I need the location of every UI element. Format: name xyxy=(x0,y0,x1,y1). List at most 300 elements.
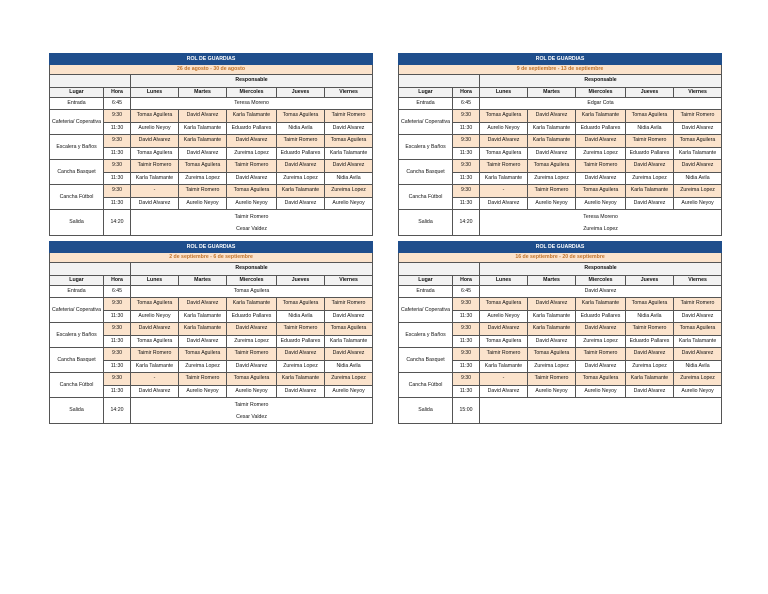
time-cell: 11:30 xyxy=(453,385,480,398)
shift-cell: David Alvarez xyxy=(626,385,674,398)
shift-cell: Aurelio Neyoy xyxy=(576,385,626,398)
header-lunes: Lunes xyxy=(480,87,528,97)
place-escalera: Escalera y Baños xyxy=(399,323,453,348)
shift-cell: Zureima Lopez xyxy=(528,172,576,185)
header-jueves: Jueves xyxy=(277,87,325,97)
shift-cell: Nidia Avila xyxy=(674,172,722,185)
time-cell: 9:30 xyxy=(104,160,131,173)
time-cell: 15:00 xyxy=(453,398,480,424)
shift-cell: David Alvarez xyxy=(131,323,179,336)
blank-cell xyxy=(50,263,131,276)
header-martes: Martes xyxy=(528,87,576,97)
shift-cell: Aurelio Neyoy xyxy=(674,197,722,210)
time-cell: 9:30 xyxy=(453,135,480,148)
shift-cell: Taimir Romero xyxy=(277,323,325,336)
salida-responsable xyxy=(131,398,373,424)
shift-cell: David Alvarez xyxy=(626,348,674,361)
responsable-header: Responsable xyxy=(131,75,373,88)
entrada-responsable: Teresa Moreno xyxy=(131,97,373,110)
shift-cell: David Alvarez xyxy=(325,348,373,361)
shift-cell: David Alvarez xyxy=(576,172,626,185)
shift-cell: Tomas Aguilera xyxy=(227,185,277,198)
shift-cell: Karla Talamante xyxy=(179,135,227,148)
shift-cell: David Alvarez xyxy=(227,172,277,185)
header-hora: Hora xyxy=(453,275,480,285)
shift-cell: Aurelio Neyoy xyxy=(325,197,373,210)
shift-cell: Zureima Lopez xyxy=(277,172,325,185)
shift-cell: David Alvarez xyxy=(674,310,722,323)
shift-cell: Zureima Lopez xyxy=(227,335,277,348)
time-cell: 9:30 xyxy=(104,373,131,386)
schedule-row xyxy=(399,348,722,361)
schedule-row xyxy=(50,160,373,173)
shift-cell: Tomas Aguilera xyxy=(674,323,722,336)
shift-cell: David Alvarez xyxy=(227,323,277,336)
schedule-row xyxy=(50,298,373,311)
shift-cell: Zureima Lopez xyxy=(325,373,373,386)
time-cell: 9:30 xyxy=(104,185,131,198)
header-lugar: Lugar xyxy=(399,87,453,97)
schedule-row xyxy=(399,135,722,148)
shift-cell: David Alvarez xyxy=(277,348,325,361)
shift-cell: Zureima Lopez xyxy=(179,360,227,373)
shift-cell: Karla Talamante xyxy=(528,135,576,148)
shift-cell: Eduardo Pallares xyxy=(277,147,325,160)
shift-cell: Tomas Aguilera xyxy=(674,135,722,148)
time-cell: 9:30 xyxy=(453,373,480,386)
place-escalera: Escalera y Baños xyxy=(399,135,453,160)
shift-cell: Tomas Aguilera xyxy=(179,348,227,361)
shift-cell: David Alvarez xyxy=(480,323,528,336)
salida-name-2 xyxy=(480,411,721,423)
time-cell: 11:30 xyxy=(104,385,131,398)
shift-cell: Taimir Romero xyxy=(325,298,373,311)
time-cell: 11:30 xyxy=(453,197,480,210)
shift-cell: Taimir Romero xyxy=(576,348,626,361)
shift-cell: David Alvarez xyxy=(674,160,722,173)
shift-cell: David Alvarez xyxy=(528,110,576,123)
time-cell: 11:30 xyxy=(104,197,131,210)
shift-cell: David Alvarez xyxy=(528,298,576,311)
header-lugar: Lugar xyxy=(50,87,104,97)
shift-cell: - xyxy=(131,185,179,198)
shift-cell: David Alvarez xyxy=(576,135,626,148)
time-cell: 11:30 xyxy=(453,147,480,160)
place-entrada: Entrada xyxy=(399,285,453,298)
shift-cell: David Alvarez xyxy=(325,122,373,135)
time-cell: 11:30 xyxy=(104,122,131,135)
shift-cell: Taimir Romero xyxy=(626,323,674,336)
shift-cell: Karla Talamante xyxy=(325,335,373,348)
time-cell: 6:45 xyxy=(104,97,131,110)
time-cell: 11:30 xyxy=(453,172,480,185)
shift-cell: Karla Talamante xyxy=(576,110,626,123)
place-entrada: Entrada xyxy=(399,97,453,110)
shift-cell: Karla Talamante xyxy=(227,298,277,311)
shift-cell: David Alvarez xyxy=(480,385,528,398)
shift-cell: Zureima Lopez xyxy=(674,373,722,386)
schedule-row xyxy=(50,185,373,198)
shift-cell: Taimir Romero xyxy=(277,135,325,148)
place-cafeteria: Cafeteria/ Coperativa xyxy=(50,110,104,135)
header-jueves: Jueves xyxy=(277,275,325,285)
header-miercoles: Miercoles xyxy=(576,275,626,285)
time-cell: 6:45 xyxy=(453,97,480,110)
schedule-sheet xyxy=(398,241,721,424)
place-futbol: Cancha Fútbol xyxy=(399,185,453,210)
shift-cell: Taimir Romero xyxy=(674,298,722,311)
shift-cell: Nidia Avila xyxy=(674,360,722,373)
place-salida: Salida xyxy=(399,210,453,236)
shift-cell: Tomas Aguilera xyxy=(528,160,576,173)
schedule-row xyxy=(50,110,373,123)
shift-cell: Zureima Lopez xyxy=(179,172,227,185)
shift-cell: Taimir Romero xyxy=(227,348,277,361)
shift-cell: Zureima Lopez xyxy=(576,147,626,160)
schedule-row xyxy=(399,373,722,386)
place-basquet: Cancha Basquet xyxy=(399,160,453,185)
shift-cell: Aurelio Neyoy xyxy=(131,310,179,323)
shift-cell: Taimir Romero xyxy=(325,110,373,123)
time-cell: 9:30 xyxy=(453,348,480,361)
place-salida: Salida xyxy=(399,398,453,424)
shift-cell: Tomas Aguilera xyxy=(277,298,325,311)
shift-cell: Karla Talamante xyxy=(528,323,576,336)
shift-cell: Taimir Romero xyxy=(179,373,227,386)
shift-cell: Eduardo Pallares xyxy=(576,122,626,135)
place-escalera: Escalera y Baños xyxy=(50,323,104,348)
shift-cell: Karla Talamante xyxy=(179,323,227,336)
shift-cell: David Alvarez xyxy=(179,110,227,123)
schedule-period: 2 de septiembre - 6 de septiembre xyxy=(50,253,373,263)
schedule-row xyxy=(399,160,722,173)
salida-name-2: Cesar Valdez xyxy=(236,225,267,232)
schedule-sheet xyxy=(398,53,721,236)
time-cell: 9:30 xyxy=(453,185,480,198)
shift-cell: Nidia Avila xyxy=(325,172,373,185)
shift-cell: Taimir Romero xyxy=(480,160,528,173)
shift-cell: Taimir Romero xyxy=(131,160,179,173)
shift-cell: Tomas Aguilera xyxy=(227,373,277,386)
shift-cell: Eduardo Pallares xyxy=(626,147,674,160)
schedule-period: 9 de septiembre - 13 de septiembre xyxy=(399,65,722,75)
place-cafeteria: Cafeteria/ Coperativa xyxy=(399,298,453,323)
shift-cell: Tomas Aguilera xyxy=(131,298,179,311)
shift-cell: Zureima Lopez xyxy=(626,172,674,185)
shift-cell: Karla Talamante xyxy=(480,172,528,185)
shift-cell: Karla Talamante xyxy=(179,310,227,323)
shift-cell: David Alvarez xyxy=(480,197,528,210)
guard-schedule-table xyxy=(49,241,373,424)
header-viernes: Viernes xyxy=(674,275,722,285)
shift-cell: Zureima Lopez xyxy=(576,335,626,348)
header-lunes: Lunes xyxy=(131,275,179,285)
header-miercoles: Miercoles xyxy=(227,87,277,97)
shift-cell: Zureima Lopez xyxy=(528,360,576,373)
header-hora: Hora xyxy=(453,87,480,97)
guard-schedule-table xyxy=(398,241,722,424)
shift-cell: Aurelio Neyoy xyxy=(227,197,277,210)
place-entrada: Entrada xyxy=(50,285,104,298)
time-cell: 9:30 xyxy=(104,323,131,336)
time-cell: 9:30 xyxy=(104,110,131,123)
time-cell: 9:30 xyxy=(453,110,480,123)
place-futbol: Cancha Fútbol xyxy=(50,185,104,210)
schedule-sheet xyxy=(49,241,372,424)
place-basquet: Cancha Basquet xyxy=(50,160,104,185)
schedule-period: 16 de septiembre - 20 de septiembre xyxy=(399,253,722,263)
place-salida: Salida xyxy=(50,210,104,236)
entrada-responsable: David Alvarez xyxy=(480,285,722,298)
shift-cell: Aurelio Neyoy xyxy=(227,385,277,398)
salida-responsable xyxy=(480,210,722,236)
shift-cell: Aurelio Neyoy xyxy=(528,197,576,210)
shift-cell: Tomas Aguilera xyxy=(480,110,528,123)
blank-cell xyxy=(399,75,480,88)
place-futbol: Cancha Fútbol xyxy=(50,373,104,398)
header-hora: Hora xyxy=(104,87,131,97)
time-cell: 11:30 xyxy=(104,360,131,373)
shift-cell: Tomas Aguilera xyxy=(626,110,674,123)
shift-cell: David Alvarez xyxy=(277,197,325,210)
schedule-row xyxy=(399,298,722,311)
shift-cell: Nidia Avila xyxy=(277,310,325,323)
header-viernes: Viernes xyxy=(674,87,722,97)
shift-cell: David Alvarez xyxy=(131,135,179,148)
shift-cell: Karla Talamante xyxy=(576,298,626,311)
schedule-row xyxy=(50,348,373,361)
place-cafeteria: Cafeteria/ Coperativa xyxy=(50,298,104,323)
salida-name-1: Teresa Moreno xyxy=(583,213,618,220)
shift-cell: David Alvarez xyxy=(480,135,528,148)
shift-cell: Nidia Avila xyxy=(325,360,373,373)
time-cell: 11:30 xyxy=(104,335,131,348)
time-cell: 14:20 xyxy=(104,398,131,424)
header-viernes: Viernes xyxy=(325,87,373,97)
time-cell: 9:30 xyxy=(453,160,480,173)
responsable-header: Responsable xyxy=(480,263,722,276)
time-cell: 9:30 xyxy=(104,298,131,311)
schedule-title: ROL DE GUARDIAS xyxy=(50,242,373,253)
schedule-row xyxy=(50,323,373,336)
time-cell: 11:30 xyxy=(104,172,131,185)
shift-cell: Tomas Aguilera xyxy=(131,110,179,123)
responsable-header: Responsable xyxy=(131,263,373,276)
schedule-title: ROL DE GUARDIAS xyxy=(399,54,722,65)
shift-cell: David Alvarez xyxy=(227,360,277,373)
header-jueves: Jueves xyxy=(626,275,674,285)
shift-cell: Aurelio Neyoy xyxy=(576,197,626,210)
shift-cell: Taimir Romero xyxy=(227,160,277,173)
shift-cell: David Alvarez xyxy=(674,348,722,361)
entrada-responsable: Edgar Cota xyxy=(480,97,722,110)
shift-cell: Taimir Romero xyxy=(528,373,576,386)
blank-cell xyxy=(399,263,480,276)
time-cell: 11:30 xyxy=(453,122,480,135)
shift-cell: Karla Talamante xyxy=(626,373,674,386)
time-cell: 9:30 xyxy=(104,135,131,148)
shift-cell: Tomas Aguilera xyxy=(480,298,528,311)
shift-cell: David Alvarez xyxy=(576,360,626,373)
header-martes: Martes xyxy=(179,275,227,285)
shift-cell: Karla Talamante xyxy=(179,122,227,135)
shift-cell: David Alvarez xyxy=(528,147,576,160)
header-lugar: Lugar xyxy=(399,275,453,285)
shift-cell: - xyxy=(131,373,179,386)
time-cell: 9:30 xyxy=(104,348,131,361)
shift-cell: - xyxy=(480,373,528,386)
time-cell: 9:30 xyxy=(453,323,480,336)
shift-cell: Zureima Lopez xyxy=(674,185,722,198)
shift-cell: Taimir Romero xyxy=(626,135,674,148)
shift-cell: Karla Talamante xyxy=(626,185,674,198)
blank-cell xyxy=(50,75,131,88)
place-basquet: Cancha Basquet xyxy=(399,348,453,373)
shift-cell: Tomas Aguilera xyxy=(576,373,626,386)
header-miercoles: Miercoles xyxy=(576,87,626,97)
shift-cell: - xyxy=(480,185,528,198)
salida-name-1: Taimir Romero xyxy=(234,401,269,408)
salida-responsable xyxy=(480,398,722,424)
salida-name-2: Zureima Lopez xyxy=(583,225,618,232)
shift-cell: Tomas Aguilera xyxy=(480,335,528,348)
schedule-row xyxy=(399,323,722,336)
entrada-responsable: Tomas Aguilera xyxy=(131,285,373,298)
place-basquet: Cancha Basquet xyxy=(50,348,104,373)
salida-name-1 xyxy=(480,399,721,411)
shift-cell: David Alvarez xyxy=(179,335,227,348)
shift-cell: Aurelio Neyoy xyxy=(179,385,227,398)
shift-cell: Zureima Lopez xyxy=(325,185,373,198)
shift-cell: Karla Talamante xyxy=(227,110,277,123)
schedule-row xyxy=(50,135,373,148)
schedule-row xyxy=(399,110,722,123)
shift-cell: Karla Talamante xyxy=(480,360,528,373)
time-cell: 11:30 xyxy=(453,310,480,323)
salida-name-1: Taimir Romero xyxy=(234,213,269,220)
header-jueves: Jueves xyxy=(626,87,674,97)
time-cell: 14:20 xyxy=(104,210,131,236)
shift-cell: Eduardo Pallares xyxy=(227,122,277,135)
shift-cell: Eduardo Pallares xyxy=(227,310,277,323)
shift-cell: David Alvarez xyxy=(131,385,179,398)
place-salida: Salida xyxy=(50,398,104,424)
place-cafeteria: Cafeteria/ Coperativa xyxy=(399,110,453,135)
time-cell: 6:45 xyxy=(104,285,131,298)
place-escalera: Escalera y Baños xyxy=(50,135,104,160)
shift-cell: Karla Talamante xyxy=(674,335,722,348)
shift-cell: Taimir Romero xyxy=(179,185,227,198)
header-martes: Martes xyxy=(528,275,576,285)
header-lunes: Lunes xyxy=(480,275,528,285)
shift-cell: David Alvarez xyxy=(179,147,227,160)
shift-cell: Taimir Romero xyxy=(674,110,722,123)
shift-cell: Karla Talamante xyxy=(277,373,325,386)
shift-cell: Tomas Aguilera xyxy=(576,185,626,198)
shift-cell: Eduardo Pallares xyxy=(277,335,325,348)
header-viernes: Viernes xyxy=(325,275,373,285)
shift-cell: David Alvarez xyxy=(179,298,227,311)
shift-cell: Tomas Aguilera xyxy=(325,323,373,336)
shift-cell: Zureima Lopez xyxy=(277,360,325,373)
shift-cell: Tomas Aguilera xyxy=(626,298,674,311)
shift-cell: Taimir Romero xyxy=(576,160,626,173)
header-miercoles: Miercoles xyxy=(227,275,277,285)
shift-cell: Zureima Lopez xyxy=(227,147,277,160)
shift-cell: Aurelio Neyoy xyxy=(179,197,227,210)
shift-cell: Eduardo Pallares xyxy=(576,310,626,323)
shift-cell: Taimir Romero xyxy=(480,348,528,361)
shift-cell: Aurelio Neyoy xyxy=(528,385,576,398)
guard-schedule-table xyxy=(398,53,722,236)
shift-cell: Tomas Aguilera xyxy=(131,335,179,348)
header-hora: Hora xyxy=(104,275,131,285)
schedule-row xyxy=(399,185,722,198)
shift-cell: Nidia Avila xyxy=(277,122,325,135)
shift-cell: Tomas Aguilera xyxy=(277,110,325,123)
time-cell: 11:30 xyxy=(104,147,131,160)
time-cell: 11:30 xyxy=(104,310,131,323)
time-cell: 11:30 xyxy=(453,360,480,373)
shift-cell: Tomas Aguilera xyxy=(528,348,576,361)
shift-cell: Tomas Aguilera xyxy=(480,147,528,160)
shift-cell: David Alvarez xyxy=(674,122,722,135)
salida-name-2: Cesar Valdez xyxy=(236,413,267,420)
shift-cell: Taimir Romero xyxy=(131,348,179,361)
time-cell: 14:20 xyxy=(453,210,480,236)
shift-cell: David Alvarez xyxy=(528,335,576,348)
shift-cell: Karla Talamante xyxy=(528,122,576,135)
shift-cell: Nidia Avila xyxy=(626,310,674,323)
shift-cell: David Alvarez xyxy=(227,135,277,148)
schedule-sheet xyxy=(49,53,372,236)
header-lugar: Lugar xyxy=(50,275,104,285)
time-cell: 11:30 xyxy=(453,335,480,348)
shift-cell: Karla Talamante xyxy=(674,147,722,160)
shift-cell: Karla Talamante xyxy=(325,147,373,160)
place-entrada: Entrada xyxy=(50,97,104,110)
salida-responsable xyxy=(131,210,373,236)
responsable-header: Responsable xyxy=(480,75,722,88)
shift-cell: Eduardo Pallares xyxy=(626,335,674,348)
shift-cell: Tomas Aguilera xyxy=(131,147,179,160)
shift-cell: David Alvarez xyxy=(576,323,626,336)
shift-cell: David Alvarez xyxy=(626,160,674,173)
time-cell: 9:30 xyxy=(453,298,480,311)
shift-cell: Aurelio Neyoy xyxy=(480,310,528,323)
shift-cell: David Alvarez xyxy=(277,385,325,398)
schedule-period: 26 de agosto - 30 de agosto xyxy=(50,65,373,75)
shift-cell: David Alvarez xyxy=(277,160,325,173)
place-futbol: Cancha Fútbol xyxy=(399,373,453,398)
shift-cell: Tomas Aguilera xyxy=(325,135,373,148)
shift-cell: David Alvarez xyxy=(626,197,674,210)
shift-cell: Nidia Avila xyxy=(626,122,674,135)
shift-cell: Karla Talamante xyxy=(131,360,179,373)
shift-cell: Aurelio Neyoy xyxy=(131,122,179,135)
shift-cell: Taimir Romero xyxy=(528,185,576,198)
shift-cell: Karla Talamante xyxy=(528,310,576,323)
shift-cell: Karla Talamante xyxy=(277,185,325,198)
schedule-title: ROL DE GUARDIAS xyxy=(399,242,722,253)
time-cell: 6:45 xyxy=(453,285,480,298)
schedule-row xyxy=(50,373,373,386)
shift-cell: Aurelio Neyoy xyxy=(325,385,373,398)
header-martes: Martes xyxy=(179,87,227,97)
shift-cell: Aurelio Neyoy xyxy=(674,385,722,398)
shift-cell: David Alvarez xyxy=(325,310,373,323)
schedule-title: ROL DE GUARDIAS xyxy=(50,54,373,65)
